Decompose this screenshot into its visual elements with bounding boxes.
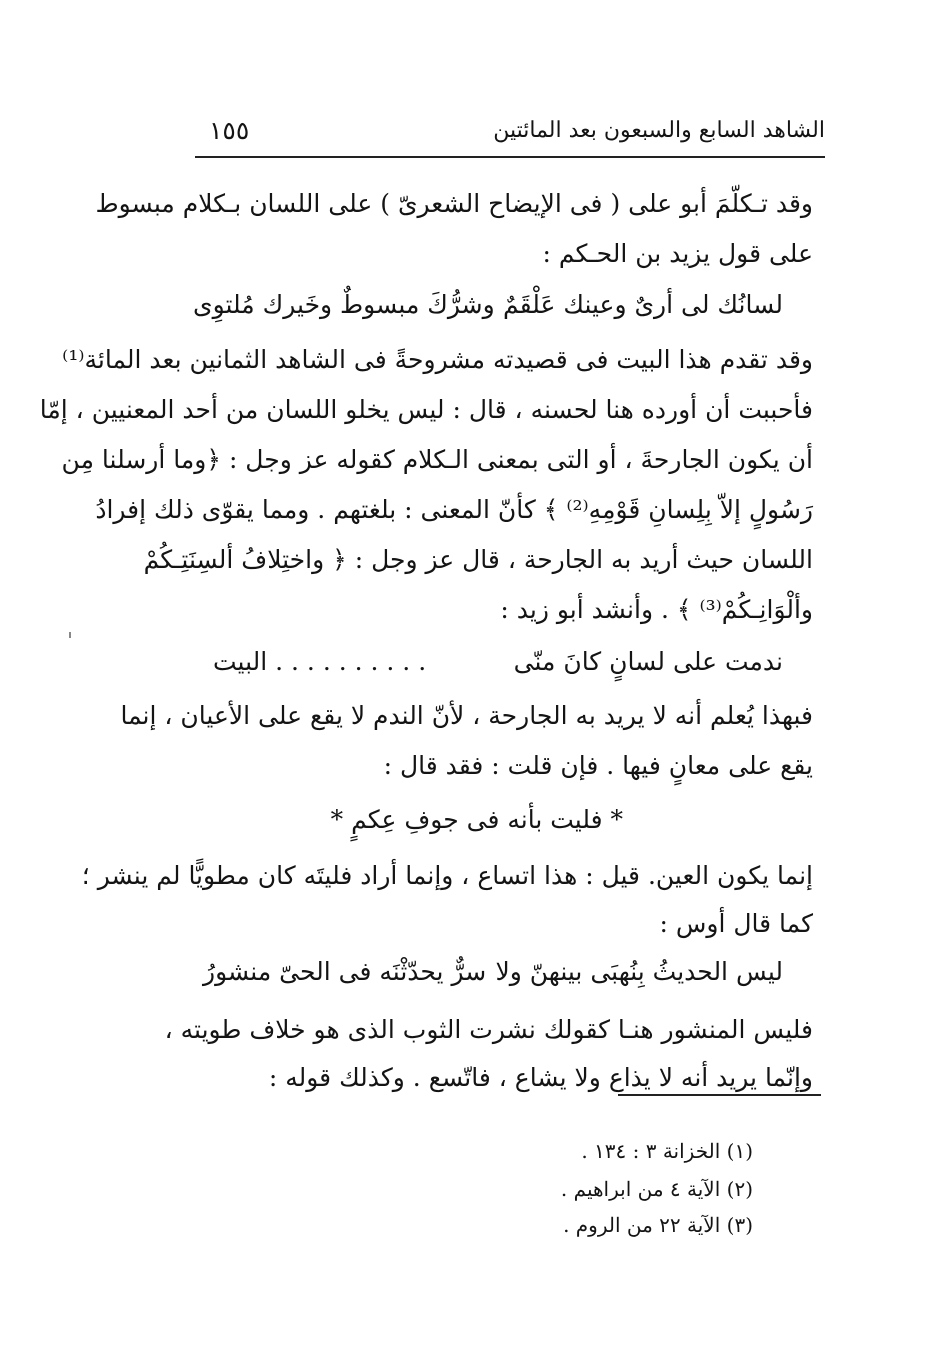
verse-3: * فليت بأنه فى جوفِ عِكمٍ * xyxy=(330,805,623,834)
paragraph-2-line-1: وقد تقدم هذا البيت فى قصيدته مشروحةً فى الشاهد الثمانين بعد المائة⁽¹⁾ xyxy=(62,345,813,374)
footnote-divider xyxy=(618,1094,821,1096)
verse-4-second-hemistich: سرٌّ يحدّثْنَه فى الحىّ منشورُ xyxy=(203,957,487,986)
paragraph-5-line-2: وإنّما يريد أنه لا يذاع ولا يشاع ، فاتّسع . وكذلك قوله : xyxy=(268,1063,813,1092)
verse-4-first-hemistich: ليس الحديثُ بِنُهبَى بينهنّ ولا xyxy=(495,957,783,986)
paragraph-1-line-2: على قول يزيد بن الحـكم : xyxy=(542,239,813,268)
verse-1-first-hemistich: لسانُك لى أرىٌ وعينك عَلْقَمٌ xyxy=(502,290,783,319)
paragraph-3-line-2: يقع على معانٍ فيها . فإن قلت : فقد قال : xyxy=(383,751,813,780)
verse-1-second-hemistich: وشرُّكَ مبسوطٌ وخَيرك مُلتوِى xyxy=(193,290,495,319)
verse-2-first-hemistich: ندمت على لسانٍ كانَ منّى xyxy=(513,647,783,676)
paragraph-4-line-2: كما قال أوس : xyxy=(659,909,813,938)
footnote-2: (٢) الآية ٤ من ابراهيم . xyxy=(560,1177,753,1201)
paragraph-2-line-3: أن يكون الجارحةَ ، أو التى بمعنى الـكلام كقوله عز وجل : ﴿وما أرسلنا مِن xyxy=(61,445,813,474)
running-title: الشاهد السابع والسبعون بعد المائتين xyxy=(493,118,825,143)
paragraph-2-line-2: فأحببت أن أورده هنا لحسنه ، قال : ليس يخلو اللسان من أحد المعنيين ، إمّا xyxy=(39,395,813,424)
verse-2-second-hemistich: . . . . . . . . . . البيت xyxy=(213,647,427,676)
verse-2 xyxy=(213,642,783,682)
footnote-1: (١) الخزانة ٣ : ١٣٤ . xyxy=(581,1139,753,1163)
verse-4 xyxy=(203,952,783,992)
paragraph-5-line-1: فليس المنشور هنـا كقولك نشرت الثوب الذى هو خلاف طويته ، xyxy=(164,1015,813,1044)
paragraph-1-line-1: وقد تـكلّمَ أبو على ( فى الإيضاح الشعرىّ ) على اللسان بـكلام مبسوط xyxy=(95,189,813,218)
paragraph-2-line-5: اللسان حيث أريد به الجارحة ، قال عز وجل : ﴿ واختِلافُ ألسِنَتِـكُمْ xyxy=(143,545,813,574)
paragraph-3-line-1: فبهذا يُعلم أنه لا يريد به الجارحة ، لأنّ الندم لا يقع على الأعيان ، إنما xyxy=(120,701,813,730)
footnote-3: (٣) الآية ٢٢ من الروم . xyxy=(563,1213,753,1237)
verse-1 xyxy=(193,285,783,325)
running-header xyxy=(195,112,825,158)
scan-speck xyxy=(69,632,71,638)
paragraph-4-line-1: إنما يكون العين. قيل : هذا اتساع ، وإنما أراد فليتَه كان مطويًّا لم ينشر ؛ xyxy=(81,861,813,890)
paragraph-2-line-4: رَسُولٍ إلاّ بِلِسانِ قَوْمِهِ⁽²⁾ ﴾ كأنّ المعنى : بلغتهم . ومما يقوّى ذلك إفرادُ xyxy=(95,495,813,524)
page-number: ١٥٥ xyxy=(209,116,250,145)
paragraph-2-line-6: وألْوَانِـكُمْ⁽³⁾ ﴾ . وأنشد أبو زيد : xyxy=(500,595,813,624)
